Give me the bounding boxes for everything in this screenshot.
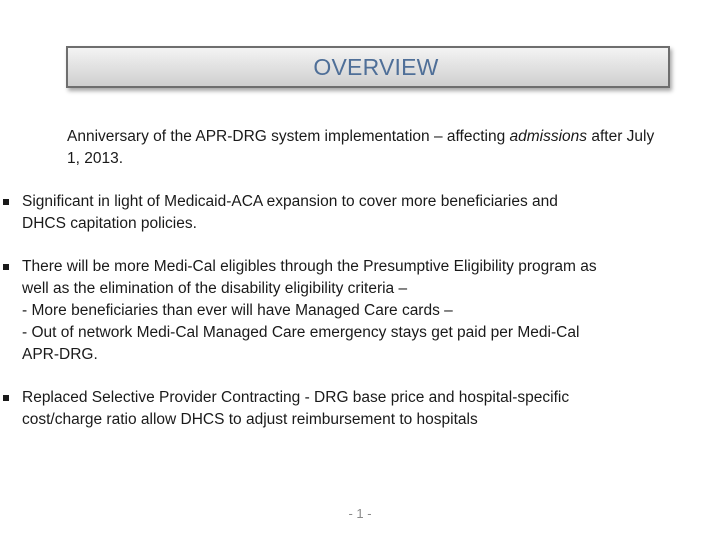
bullet-body (22, 191, 600, 235)
square-bullet-icon (3, 199, 9, 205)
square-bullet-icon (3, 395, 9, 401)
bullet-line: - Out of network Medi-Cal Managed Care emergency stays get paid per Medi-Cal APR-DRG. (22, 324, 580, 363)
square-bullet-icon (3, 264, 9, 270)
bullet-body (22, 256, 600, 366)
bullet-body (22, 387, 600, 431)
intro-text: Anniversary of the APR-DRG system implementation – affecting (67, 128, 510, 145)
slide-title: OVERVIEW (313, 53, 439, 80)
bullet-line: There will be more Medi-Cal eligibles through the Presumptive Eligibility program as well as the elimination of the disability eligibility criteria – (22, 258, 597, 297)
intro-text-end: after July 1, 2013. (67, 128, 655, 167)
bullet-line: Significant in light of Medicaid-ACA expansion to cover more beneficiaries and DHCS capitation policies. (22, 193, 558, 232)
page-number: - 1 - (348, 506, 372, 521)
intro-paragraph (67, 126, 667, 170)
bullet-item (0, 191, 600, 235)
slide-title-bar (66, 46, 670, 88)
bullet-item (0, 256, 600, 366)
intro-emphasis: admissions (509, 128, 588, 145)
bullet-line: - More beneficiaries than ever will have Managed Care cards – (22, 302, 453, 319)
bullet-line: Replaced Selective Provider Contracting - DRG base price and hospital-specific cost/charge ratio allow DHCS to adjust reimbursement to hospitals (22, 389, 570, 428)
bullet-item (0, 387, 600, 431)
